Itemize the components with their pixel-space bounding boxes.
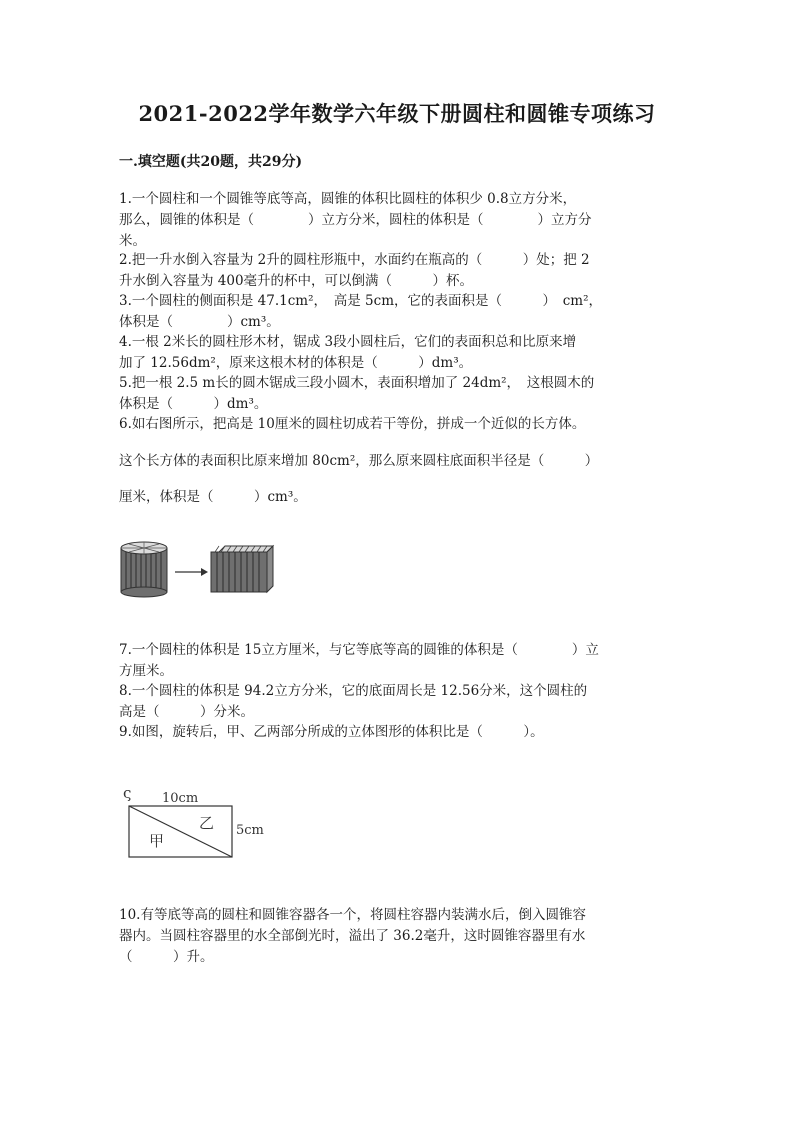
question-6-line-1: 6.如右图所示，把高是 10厘米的圆柱切成若干等份，拼成一个近似的长方体。 [119, 416, 586, 432]
width-label: 10cm [162, 791, 199, 806]
arrow-icon [175, 568, 208, 576]
cuboid-illustration [211, 546, 273, 592]
part-jia-label: 甲 [149, 832, 165, 850]
worksheet-title: 2021-2022学年数学六年级下册圆柱和圆锥专项练习 [138, 101, 656, 126]
section-heading: 一.填空题(共20题，共29分) [119, 154, 303, 170]
question-8: 8.一个圆柱的体积是 94.2立方分米，它的底面周长是 12.56分米，这个圆柱的 高是（ ）分米。 [119, 683, 588, 720]
question-10: 10.有等底等高的圆柱和圆锥容器各一个，将圆柱容器内装满水后，倒入圆锥容 器内。当圆柱容器里的水全部倒光时，溢出了 36.2毫升，这时圆锥容器里有水 （ ）升。 [119, 907, 586, 965]
rotation-rectangle-figure [119, 778, 279, 863]
cylinder-to-cuboid-figure [119, 540, 279, 600]
question-9: 9.如图，旋转后，甲、乙两部分所成的立体图形的体积比是（ ）。 [119, 724, 544, 740]
question-6-line-2: 这个长方体的表面积比原来增加 80cm²，那么原来圆柱底面积半径是（ ） [119, 453, 599, 469]
height-label: 5cm [236, 823, 264, 838]
question-1: 1.一个圆柱和一个圆锥等底等高，圆锥的体积比圆柱的体积少 0.8立方分米， 那么，圆锥的体积是（ ）立方分米，圆柱的体积是（ ）立方分 米。 [119, 191, 592, 249]
question-3: 3.一个圆柱的侧面积是 47.1cm²， 高是 5cm，它的表面积是（ ） cm²， 体积是（ ）cm³。 [119, 293, 603, 330]
rotation-axis-mark: ς [123, 784, 132, 802]
part-yi-label: 乙 [199, 814, 215, 832]
question-6-line-3: 厘米，体积是（ ）cm³。 [119, 489, 307, 505]
question-4: 4.一根 2米长的圆柱形木材，锯成 3段小圆柱后，它们的表面积总和比原来增 加了 12.56dm²，原来这根木材的体积是（ ）dm³。 [119, 334, 577, 371]
diagonal-line [129, 806, 232, 857]
question-2: 2.把一升水倒入容量为 2升的圆柱形瓶中，水面约在瓶高的（ ）处；把 2 升水倒入容量为 400毫升的杯中，可以倒满（ ）杯。 [119, 252, 590, 289]
question-5: 5.把一根 2.5 m长的圆木锯成三段小圆木，表面积增加了 24dm²， 这根圆木的 体积是（ ）dm³。 [119, 375, 595, 412]
cylinder-illustration [121, 542, 167, 597]
question-7: 7.一个圆柱的体积是 15立方厘米，与它等底等高的圆锥的体积是（ ）立 方厘米。 [119, 642, 599, 679]
